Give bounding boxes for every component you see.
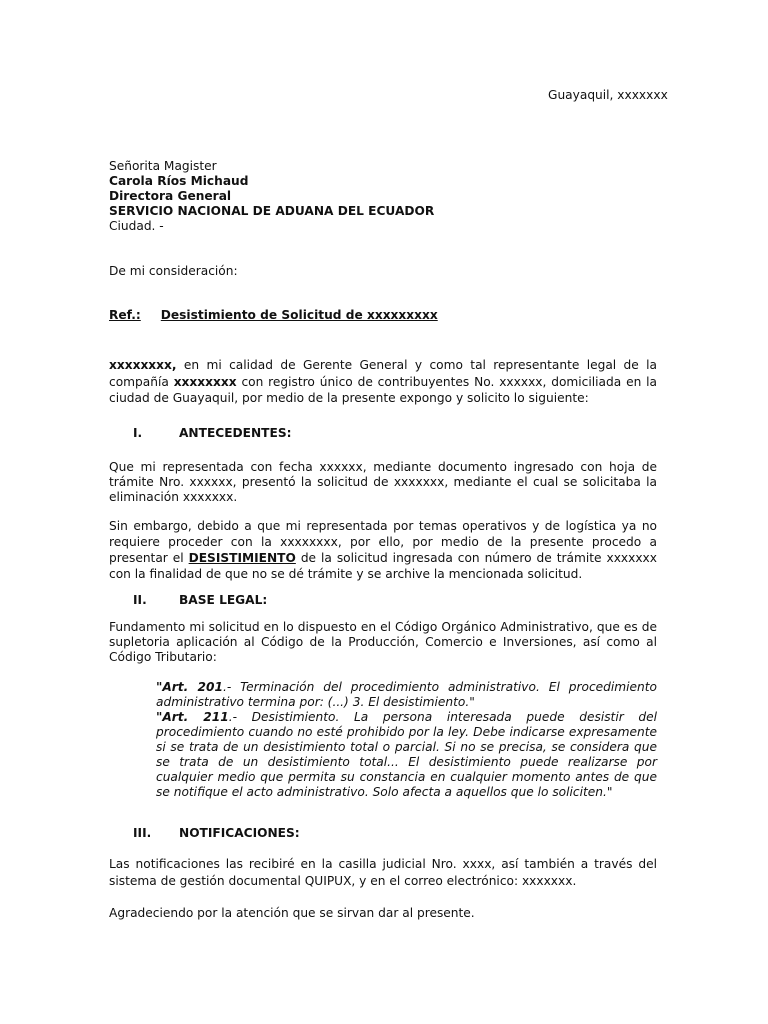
quote-art-201-label: "Art. 201 [156, 680, 223, 694]
intro-paragraph [109, 357, 657, 407]
recipient-title: Directora General [109, 189, 232, 203]
section-2-number: II. [133, 593, 147, 607]
greeting: De mi consideración: [109, 264, 238, 278]
quote-art-211-label: "Art. 211 [156, 710, 229, 724]
legal-quotes [156, 680, 657, 800]
recipient-city: Ciudad. - [109, 219, 164, 233]
intro-text-1: en mi calidad de Gerente General y como tal representante legal de la compañía [109, 358, 657, 389]
reference-label: Ref.: [109, 308, 141, 322]
section-3-title: NOTIFICACIONES: [179, 826, 300, 840]
section-1-paragraph-2-end: de la solicitud ingresada con número de trámite xxxxxxx con la finalidad de que no se dé trámite y se archive la mencionada solicitud. [109, 551, 657, 581]
quote-art-201 [156, 680, 657, 710]
reference-text: Desistimiento de Solicitud de xxxxxxxxx [160, 308, 438, 322]
recipient-salutation: Señorita Magister [109, 159, 217, 173]
quote-art-201-text: .- Terminación del procedimiento administrativo. El procedimiento administrativo termina por: (...) 3. El desistimiento." [156, 680, 657, 709]
recipient-block [109, 159, 669, 234]
section-2-paragraph: Fundamento mi solicitud en lo dispuesto en el Código Orgánico Administrativo, que es de supletoria aplicación al Código de la Producción, Comercio e Inversiones, así como al Código Tributario: [109, 620, 657, 664]
desistimiento-keyword: DESISTIMIENTO [188, 551, 296, 565]
quote-art-211-text: .- Desistimiento. La persona interesada puede desistir del procedimiento cuando no esté prohibido por la ley. Debe indicarse expresamente si se trata de un desistimiento total o parcial. Si no se precisa, se considera que se trata de un desistimiento total... El desistimiento puede realizarse por cualquier medio que permita su constancia en cualquier momento antes de que se notifique el acto administrativo. Solo afecta a aquellos que lo soliciten." [156, 710, 658, 799]
section-1-paragraph-2 [109, 518, 657, 582]
recipient-name: Carola Ríos Michaud [109, 174, 249, 188]
place-date: Guayaquil, xxxxxxx [548, 88, 668, 102]
intro-text-2: con registro único de contribuyentes No. xxxxxx, domiciliada en la ciudad de Guayaquil, por medio de la presente expongo y solicito lo siguiente: [109, 374, 658, 405]
reference-line [109, 308, 438, 323]
section-1-number: I. [133, 426, 143, 440]
section-2-title: BASE LEGAL: [179, 593, 268, 607]
closing-line: Agradeciendo por la atención que se sirvan dar al presente. [109, 906, 475, 920]
section-2-heading [133, 593, 267, 608]
intro-name-1: xxxxxxxx, [109, 358, 177, 372]
intro-name-2: xxxxxxxx [173, 374, 237, 389]
section-1-paragraph-2-start: Sin embargo, debido a que mi representada por temas operativos y de logística ya no requiere proceder con la xxxxxxxx, por ello, por medio de la presente procedo a presentar el [109, 519, 657, 565]
section-3-paragraph: Las notificaciones las recibiré en la casilla judicial Nro. xxxx, así también a través del sistema de gestión documental QUIPUX, y en el correo electrónico: xxxxxxx. [109, 857, 657, 888]
section-3-number: III. [133, 826, 152, 840]
section-3-heading [133, 826, 300, 841]
recipient-institution: SERVICIO NACIONAL DE ADUANA DEL ECUADOR [109, 204, 435, 218]
section-1-paragraph-1: Que mi representada con fecha xxxxxx, mediante documento ingresado con hoja de trámite Nro. xxxxxx, presentó la solicitud de xxxxxxx, mediante el cual se solicitaba la eliminación xxxxxxx. [109, 460, 657, 504]
quote-art-211 [156, 710, 657, 800]
section-1-heading [133, 426, 291, 441]
section-1-title: ANTECEDENTES: [179, 426, 292, 440]
